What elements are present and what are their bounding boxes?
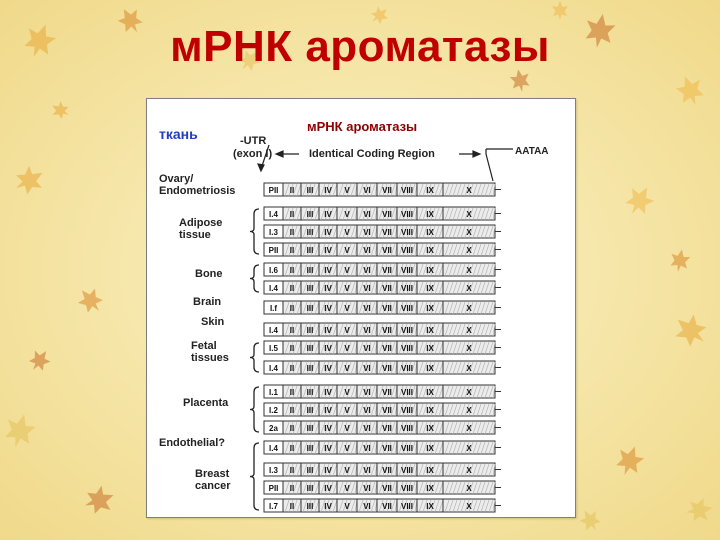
coding-exon-label: V	[344, 502, 350, 511]
coding-exon-label: VI	[363, 344, 371, 353]
transcript-row	[264, 301, 501, 314]
coding-exon-label: VI	[363, 228, 371, 237]
coding-exon-label: X	[466, 466, 472, 475]
transcript-row	[264, 243, 501, 256]
coding-exon-label: III	[306, 364, 314, 373]
coding-exon-label: II	[289, 228, 295, 237]
exon1-label: I.3	[269, 466, 278, 475]
coding-exon-label: VII	[382, 326, 392, 335]
coding-exon-label: VI	[363, 304, 371, 313]
coding-exon-label: VIII	[400, 284, 414, 293]
tissue-label-line: Breast	[195, 468, 230, 480]
tissue-label	[195, 443, 259, 510]
transcript-row	[264, 361, 501, 374]
exon1-label: I.4	[269, 284, 278, 293]
coding-exon-label: VIII	[400, 502, 414, 511]
coding-exon-label: VIII	[400, 344, 414, 353]
coding-exon-label: V	[344, 466, 350, 475]
coding-exon-label: II	[289, 246, 295, 255]
coding-exon-label: II	[289, 344, 295, 353]
coding-exon-label: IV	[324, 484, 332, 493]
coding-exon-label: VIII	[400, 444, 414, 453]
coding-exon-label: VI	[363, 502, 371, 511]
exon1-label: I.5	[269, 344, 278, 353]
coding-exon-label: VII	[382, 466, 392, 475]
coding-exon-label: II	[289, 502, 295, 511]
tissue-brace	[250, 443, 259, 510]
coding-exon-label: IV	[324, 304, 332, 313]
coding-exon-label: V	[344, 344, 350, 353]
coding-exon-label: VII	[382, 284, 392, 293]
coding-exon-label: VI	[363, 484, 371, 493]
exon1-label: PII	[268, 484, 279, 493]
coding-exon-label: IV	[324, 444, 332, 453]
coding-exon-label: VI	[363, 186, 371, 195]
coding-exon-label: X	[466, 388, 472, 397]
coding-exon-label: II	[289, 466, 295, 475]
coding-exon-label: IX	[426, 406, 434, 415]
tissue-label-line: Endothelial?	[159, 437, 225, 449]
coding-exon-label: IV	[324, 228, 332, 237]
coding-exon-label: IV	[324, 364, 332, 373]
transcript-row	[264, 323, 501, 336]
coding-exon-label: IV	[324, 502, 332, 511]
coding-exon-label: V	[344, 484, 350, 493]
coding-exon-label: II	[289, 388, 295, 397]
coding-exon-label: IV	[324, 424, 332, 433]
tissue-brace	[250, 343, 259, 372]
coding-exon-label: X	[466, 484, 472, 493]
coding-exon-label: VI	[363, 210, 371, 219]
coding-exon-label: VII	[382, 304, 392, 313]
transcript-row	[264, 385, 501, 398]
coding-exon-label: X	[466, 424, 472, 433]
coding-exon-label: IV	[324, 186, 332, 195]
coding-exon-label: VII	[382, 364, 392, 373]
coding-exon-label: II	[289, 210, 295, 219]
coding-exon-label: IV	[324, 210, 332, 219]
coding-exon-label: VIII	[400, 304, 414, 313]
coding-exon-label: VIII	[400, 406, 414, 415]
coding-exon-label: V	[344, 406, 350, 415]
coding-exon-label: III	[306, 246, 314, 255]
tissue-label	[191, 340, 259, 372]
exon1-label: PII	[268, 186, 279, 195]
coding-region-label: Identical Coding Region	[309, 148, 435, 160]
transcript-row	[264, 281, 501, 294]
transcript-row	[264, 421, 501, 434]
exon1-label: I.6	[269, 266, 278, 275]
tissue-label-line: Adipose	[179, 217, 223, 229]
transcript-row	[264, 225, 501, 238]
coding-exon-label: IV	[324, 344, 332, 353]
polya-label: AATAA	[515, 146, 549, 157]
coding-exon-label: VI	[363, 246, 371, 255]
coding-exon-label: X	[466, 210, 472, 219]
coding-exon-label: II	[289, 186, 295, 195]
coding-exon-label: VI	[363, 326, 371, 335]
utr-label: -UTR	[240, 135, 267, 147]
coding-exon-label: V	[344, 424, 350, 433]
tissue-heading: ткань	[159, 126, 198, 142]
tissue-label-line: Ovary/	[159, 173, 194, 185]
coding-exon-label: III	[306, 406, 314, 415]
exon1-label: 2a	[269, 424, 278, 433]
coding-exon-label: VI	[363, 466, 371, 475]
coding-exon-label: II	[289, 304, 295, 313]
coding-exon-label: IV	[324, 266, 332, 275]
exon1-label: I.4	[269, 326, 278, 335]
coding-exon-label: III	[306, 326, 314, 335]
coding-exon-label: II	[289, 484, 295, 493]
tissue-label-line: tissue	[179, 229, 211, 241]
tissue-brace	[250, 209, 259, 254]
coding-exon-label: V	[344, 246, 350, 255]
coding-exon-label: III	[306, 304, 314, 313]
exon1-label: I.1	[269, 388, 278, 397]
coding-exon-label: V	[344, 304, 350, 313]
coding-exon-label: IX	[426, 444, 434, 453]
tissue-label-line: Fetal	[191, 340, 217, 352]
transcript-row	[264, 207, 501, 220]
tissue-label-line: Skin	[201, 316, 225, 328]
coding-exon-label: IX	[426, 246, 434, 255]
coding-exon-label: VIII	[400, 424, 414, 433]
exon1-label: I.3	[269, 228, 278, 237]
tissue-label-line: Bone	[195, 268, 223, 280]
coding-exon-label: VII	[382, 406, 392, 415]
exon1-label: I.2	[269, 406, 278, 415]
coding-exon-label: III	[306, 388, 314, 397]
transcript-row	[264, 263, 501, 276]
coding-exon-label: IX	[426, 502, 434, 511]
coding-exon-label: V	[344, 444, 350, 453]
coding-exon-label: II	[289, 364, 295, 373]
coding-exon-label: III	[306, 344, 314, 353]
coding-exon-label: III	[306, 466, 314, 475]
coding-exon-label: VII	[382, 246, 392, 255]
coding-exon-label: IX	[426, 228, 434, 237]
coding-exon-label: III	[306, 186, 314, 195]
coding-exon-label: VIII	[400, 246, 414, 255]
slide-title: мРНК ароматазы	[170, 22, 550, 71]
tissue-label	[183, 387, 259, 432]
coding-exon-label: X	[466, 186, 472, 195]
coding-exon-label: V	[344, 388, 350, 397]
tissue-label-line: Placenta	[183, 397, 229, 409]
coding-exon-label: IX	[426, 284, 434, 293]
tissue-label-line: tissues	[191, 352, 229, 364]
coding-exon-label: II	[289, 406, 295, 415]
coding-exon-label: V	[344, 228, 350, 237]
transcript-row	[264, 463, 501, 476]
coding-exon-label: VIII	[400, 210, 414, 219]
exon1-label: I.4	[269, 210, 278, 219]
coding-exon-label: III	[306, 266, 314, 275]
coding-exon-label: VII	[382, 502, 392, 511]
exon1-label: I.4	[269, 364, 278, 373]
tissue-label-line: cancer	[195, 480, 231, 492]
coding-exon-label: IV	[324, 406, 332, 415]
tissue-label	[179, 209, 259, 254]
coding-exon-label: V	[344, 326, 350, 335]
coding-exon-label: VII	[382, 388, 392, 397]
coding-exon-label: X	[466, 246, 472, 255]
coding-exon-label: VI	[363, 444, 371, 453]
exon1-label: I.7	[269, 502, 278, 511]
coding-exon-label: VII	[382, 266, 392, 275]
coding-exon-label: VIII	[400, 364, 414, 373]
coding-exon-label: VIII	[400, 484, 414, 493]
coding-exon-label: IX	[426, 186, 434, 195]
exon1-label: I.f	[269, 304, 278, 313]
tissue-brace	[250, 265, 259, 292]
coding-exon-label: X	[466, 284, 472, 293]
coding-exon-label: III	[306, 424, 314, 433]
coding-exon-label: III	[306, 502, 314, 511]
mrna-heading: мРНК ароматазы	[307, 119, 418, 134]
coding-exon-label: IX	[426, 484, 434, 493]
coding-exon-label: VI	[363, 284, 371, 293]
coding-exon-label: X	[466, 304, 472, 313]
transcript-rows	[264, 183, 501, 512]
tissue-label	[201, 316, 225, 328]
coding-exon-label: VI	[363, 388, 371, 397]
coding-exon-label: V	[344, 186, 350, 195]
coding-exon-label: II	[289, 424, 295, 433]
coding-exon-label: X	[466, 344, 472, 353]
tissue-brace	[250, 387, 259, 432]
coding-exon-label: X	[466, 326, 472, 335]
coding-exon-label: II	[289, 266, 295, 275]
coding-exon-label: VI	[363, 406, 371, 415]
coding-exon-label: X	[466, 502, 472, 511]
transcript-row	[264, 481, 501, 494]
exon-label: (exon I)	[233, 148, 273, 160]
coding-exon-label: IV	[324, 466, 332, 475]
coding-exon-label: II	[289, 444, 295, 453]
coding-exon-label: X	[466, 444, 472, 453]
tissue-label	[193, 296, 221, 308]
coding-exon-label: VI	[363, 364, 371, 373]
coding-exon-label: X	[466, 364, 472, 373]
transcript-row	[264, 441, 501, 454]
coding-exon-label: VIII	[400, 388, 414, 397]
coding-exon-label: III	[306, 228, 314, 237]
transcript-row	[264, 403, 501, 416]
coding-exon-label: III	[306, 284, 314, 293]
coding-exon-label: V	[344, 364, 350, 373]
coding-exon-label: II	[289, 284, 295, 293]
coding-exon-label: VIII	[400, 326, 414, 335]
transcript-row	[264, 341, 501, 354]
coding-exon-label: V	[344, 210, 350, 219]
coding-exon-label: VIII	[400, 266, 414, 275]
coding-exon-label: III	[306, 210, 314, 219]
coding-exon-label: X	[466, 266, 472, 275]
coding-exon-label: VII	[382, 228, 392, 237]
tissue-labels	[159, 173, 259, 510]
coding-exon-label: VII	[382, 444, 392, 453]
coding-exon-label: X	[466, 406, 472, 415]
coding-exon-label: VIII	[400, 228, 414, 237]
tissue-label-line: Endometriosis	[159, 185, 236, 197]
exon1-label: I.4	[269, 444, 278, 453]
coding-exon-label: VII	[382, 484, 392, 493]
exon1-label: PII	[268, 246, 279, 255]
tissue-label	[159, 173, 235, 197]
tissue-label	[195, 265, 259, 292]
coding-exon-label: IX	[426, 388, 434, 397]
coding-exon-label: III	[306, 444, 314, 453]
coding-exon-label: VIII	[400, 186, 414, 195]
coding-exon-label: VII	[382, 186, 392, 195]
coding-exon-label: II	[289, 326, 295, 335]
coding-exon-label: IX	[426, 210, 434, 219]
coding-exon-label: IV	[324, 246, 332, 255]
coding-exon-label: VII	[382, 424, 392, 433]
coding-exon-label: V	[344, 266, 350, 275]
coding-exon-label: VI	[363, 424, 371, 433]
coding-exon-label: VI	[363, 266, 371, 275]
coding-exon-label: IX	[426, 326, 434, 335]
coding-exon-label: IV	[324, 388, 332, 397]
coding-exon-label: IX	[426, 304, 434, 313]
tissue-label-line: Brain	[193, 296, 222, 308]
coding-exon-label: V	[344, 284, 350, 293]
coding-exon-label: VII	[382, 210, 392, 219]
coding-exon-label: VII	[382, 344, 392, 353]
coding-exon-label: IX	[426, 344, 434, 353]
tissue-label	[159, 437, 225, 449]
coding-exon-label: IV	[324, 284, 332, 293]
coding-exon-label: IX	[426, 466, 434, 475]
coding-exon-label: IX	[426, 424, 434, 433]
coding-exon-label: X	[466, 228, 472, 237]
coding-exon-label: IV	[324, 326, 332, 335]
coding-exon-label: III	[306, 484, 314, 493]
aromatase-mrna-diagram	[146, 98, 576, 518]
coding-exon-label: VIII	[400, 466, 414, 475]
coding-exon-label: IX	[426, 266, 434, 275]
transcript-row	[264, 499, 501, 512]
coding-exon-label: IX	[426, 364, 434, 373]
transcript-row	[264, 183, 501, 196]
